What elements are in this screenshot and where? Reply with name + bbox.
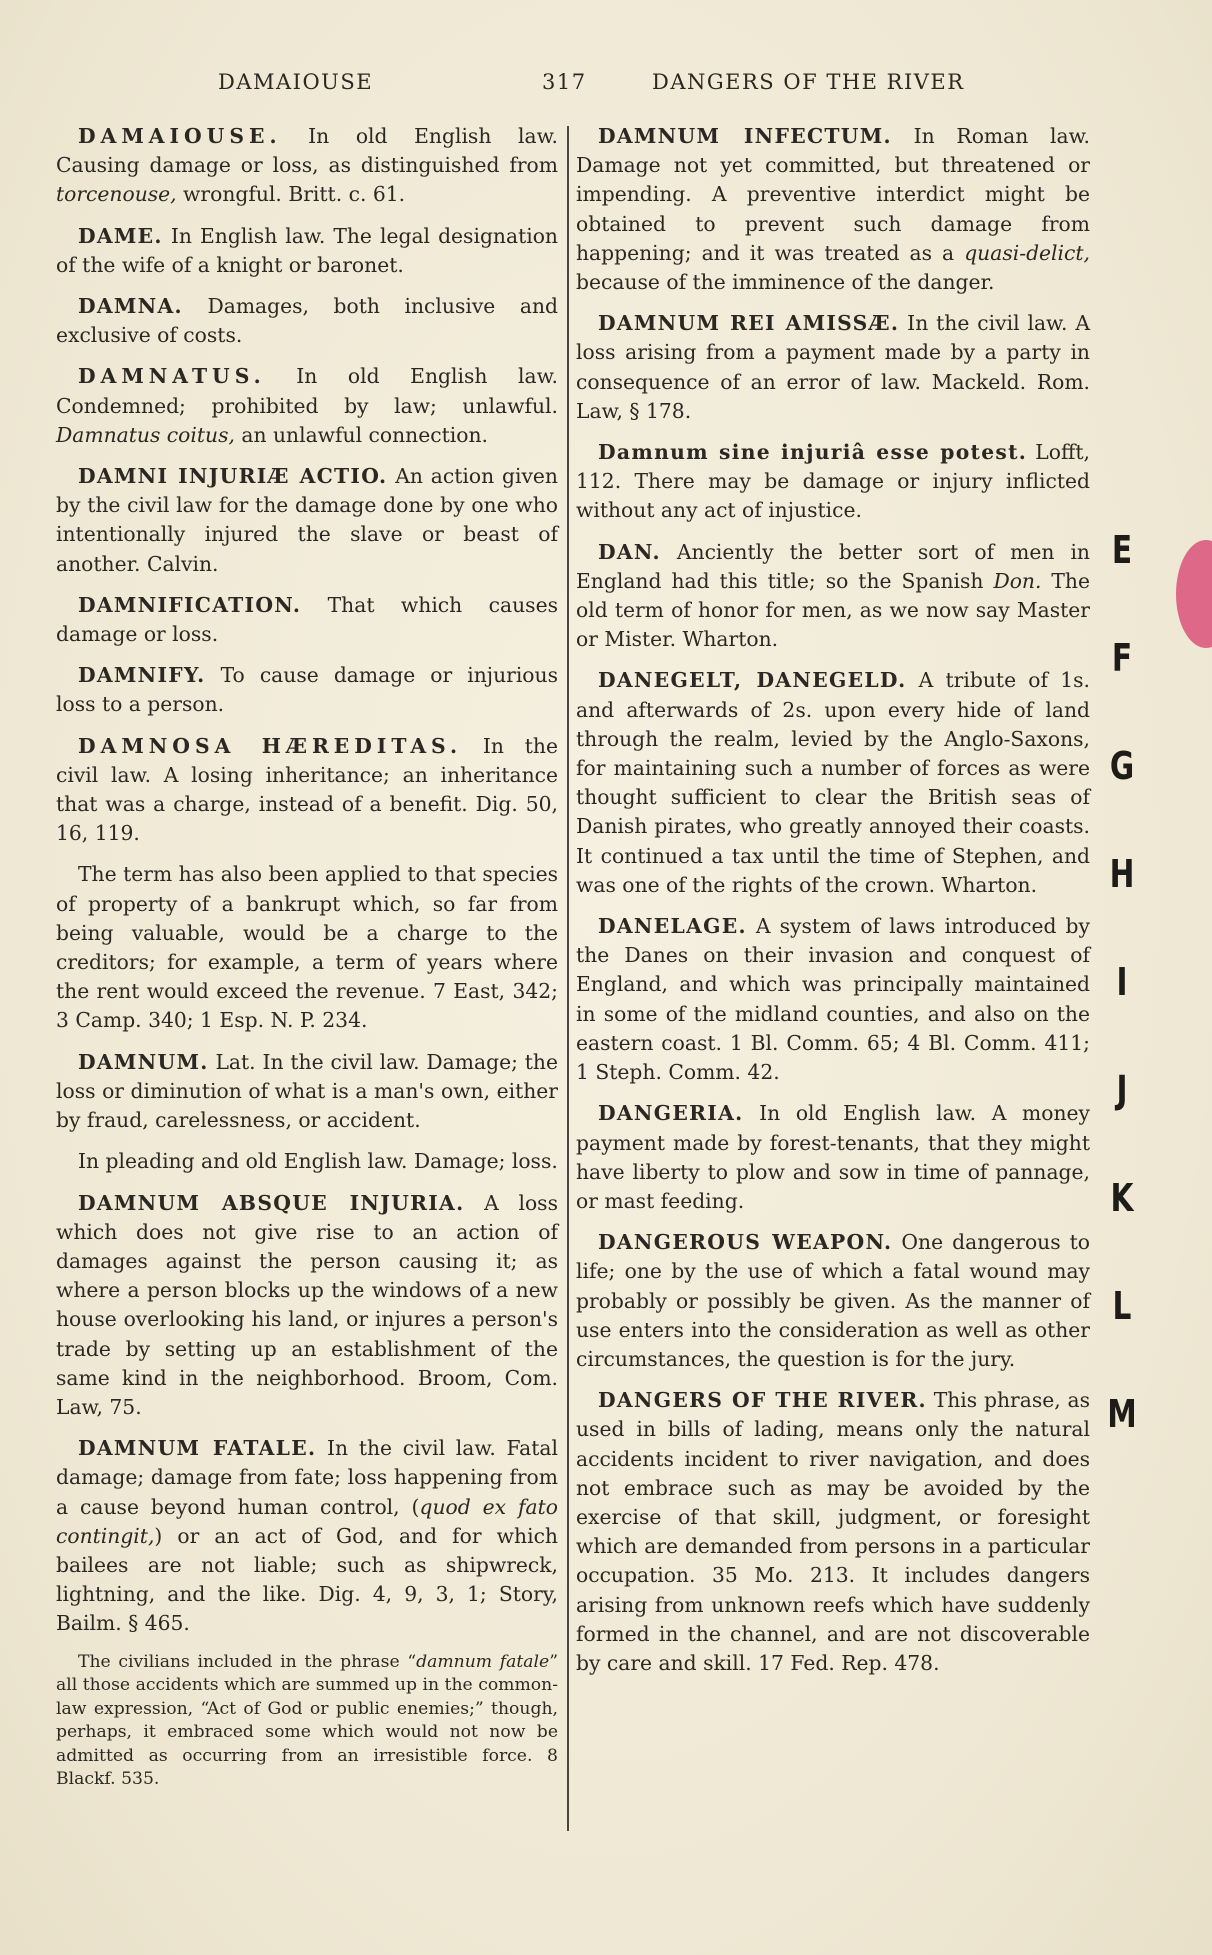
italic-term: quasi-delict, <box>964 240 1090 265</box>
definition-text: To cause damage or injurious loss to a person. <box>56 663 558 717</box>
dictionary-entry <box>576 1228 1090 1374</box>
definition-text: That which causes damage or loss. <box>56 592 558 647</box>
definition-text: Damages, both inclusive and exclusive of costs. <box>56 294 558 348</box>
entry-headword: DAMNUM INFECTUM. <box>598 124 892 148</box>
dictionary-entry <box>56 1189 558 1423</box>
entry-headword: DAMNUM FATALE. <box>78 1436 317 1461</box>
entry-headword: DAMNUM REI AMISSÆ. <box>598 311 900 336</box>
dictionary-entry <box>576 122 1090 297</box>
dictionary-entry <box>56 1048 558 1136</box>
dictionary-entry <box>576 912 1090 1087</box>
entry-headword: DANEGELT, DANEGELD. <box>598 668 907 693</box>
definition-text: The civilians included in the phrase “ <box>78 1651 417 1672</box>
definition-text: A loss which does not give rise to an action of damages against the person causing it; as where a person blocks up the windows of a new house overlooking his land, or injures a person's trade by setting up an establishment of the same kind in the neighborhood. Broom, Com. Law, 75. <box>56 1190 558 1419</box>
thumb-index-letter[interactable]: G <box>1109 744 1135 788</box>
definition-text: In the civil law. Fatal damage; damage from fate; loss happening from a cause beyond human control, ( <box>56 1436 558 1519</box>
pink-tab-marker <box>1176 540 1212 648</box>
definition-text: This phrase, as used in bills of lading, means only the natural accidents incident to river navigation, and does not embrace such as may be avoided by the exercise of that skill, judgment, or foresight which are demanded from persons in a particular occupation. 35 Mo. 213. It includes dangers arising from unknown reefs which have suddenly formed in the channel, and are not discoverable by care and skill. 17 Fed. Rep. 478. <box>576 1388 1090 1675</box>
italic-term: Damnatus coitus, <box>56 422 235 447</box>
definition-text: In the civil law. A losing inheritance; an inheritance that was a charge, instead of a benefit. Dig. 50, 16, 119. <box>56 733 558 846</box>
definition-text: Lat. In the civil law. Damage; the loss or diminution of what is a man's own, either by fraud, carelessness, or accident. <box>56 1049 558 1133</box>
definition-text: Anciently the better sort of men in England had this title; so the Spanish <box>576 539 1090 593</box>
thumb-index-letter[interactable]: F <box>1111 636 1133 680</box>
entry-headword: DANGERIA. <box>598 1101 744 1126</box>
italic-term: torcenouse, <box>56 182 177 207</box>
definition-text: because of the imminence of the danger. <box>576 270 995 295</box>
page-number: 317 <box>542 70 587 94</box>
definition-text: an unlawful connection. <box>234 422 488 447</box>
entry-headword: DAMNATUS. <box>78 364 266 389</box>
definition-text: The old term of honor for men, as we now say Master or Mister. Wharton. <box>576 568 1090 652</box>
header-left-guide-word: DAMAIOUSE <box>218 70 374 94</box>
definition-text: A tribute of 1s. and afterwards of 2s. upon every hide of land through the realm, levied by the Anglo-Saxons, for maintaining such a number of forces as were thought sufficient to clear the British seas of Danish pirates, who greatly annoyed their coasts. It continued a tax until the time of Stephen, and was one of the rights of the crown. Wharton. <box>576 668 1090 897</box>
dictionary-entry <box>56 661 558 719</box>
italic-term: quod ex fato contingit, <box>56 1494 558 1548</box>
dictionary-entry <box>576 438 1090 526</box>
thumb-index-letter[interactable]: M <box>1107 1392 1137 1436</box>
dictionary-entry <box>576 1099 1090 1216</box>
definition-text: ) or an act of God, and for which bailees are not liable; such as shipwreck, lightning, and the like. Dig. 4, 9, 3, 1; Story, Bailm. § 465. <box>56 1523 558 1636</box>
definition-text: An action given by the civil law for the damage done by one who intentionally injured the slave or beast of another. Calvin. <box>56 464 558 576</box>
thumb-index-letter[interactable]: I <box>1116 960 1128 1004</box>
dictionary-entry <box>56 1434 558 1638</box>
definition-text: A system of laws introduced by the Danes on their invasion and conquest of England, and which was principally maintained in some of the midland counties, and also on the eastern coast. 1 Bl. Comm. 65; 4 Bl. Comm. 411; 1 Steph. Comm. 42. <box>576 914 1090 1085</box>
entry-headword: DAMAIOUSE. <box>78 124 282 148</box>
entry-headword: DAMNUM. <box>78 1049 209 1074</box>
dictionary-entry <box>576 666 1090 900</box>
entry-headword: DAME. <box>78 223 163 248</box>
definition-text: In old English law. Condemned; prohibited by law; unlawful. <box>56 364 558 418</box>
definition-text: In English law. The legal designation of the wife of a knight or baronet. <box>56 223 558 277</box>
italic-term: Don. <box>993 568 1042 593</box>
dictionary-entry <box>56 591 558 649</box>
entry-headword: DANELAGE. <box>598 914 747 939</box>
definition-text: ” all those accidents which are summed up in the common-law expression, “Act of God or public enemies;” though, perhaps, it embraced some which would not now be admitted as occurring from an irresistible force. 8 Blackf. 535. <box>56 1651 558 1790</box>
entry-headword: DAMNA. <box>78 294 183 319</box>
dictionary-entry <box>56 462 558 579</box>
definition-text: Lofft, 112. There may be damage or injury inflicted without any act of injustice. <box>576 440 1090 523</box>
right-column <box>576 122 1090 1690</box>
entry-headword: Damnum sine injuriâ esse potest. <box>598 440 1028 465</box>
entry-headword: DAN. <box>598 539 661 564</box>
dictionary-entry <box>576 1386 1090 1678</box>
header-right-guide-word: DANGERS OF THE RIVER <box>652 70 965 94</box>
entry-headword: DAMNIFICATION. <box>78 592 302 617</box>
column-divider <box>567 126 569 1831</box>
dictionary-entry <box>56 292 558 350</box>
entry-headword: DAMNIFY. <box>78 663 206 688</box>
thumb-index-letter[interactable]: E <box>1111 528 1133 572</box>
dictionary-entry <box>56 362 558 450</box>
dictionary-entry <box>576 538 1090 655</box>
entry-headword: DAMNUM ABSQUE INJURIA. <box>78 1190 465 1215</box>
definition-text: In old English law. Causing damage or loss, as distinguished from <box>56 124 558 178</box>
definition-text: In the civil law. A loss arising from a payment made by a party in consequence of an error of law. Mackeld. Rom. Law, § 178. <box>576 311 1091 423</box>
entry-headword: DAMNOSA HÆREDITAS. <box>78 733 463 758</box>
definition-text: In Roman law. Damage not yet committed, but threatened or impending. A preventive interdict might be obtained to prevent such damage from happening; and it was treated as a <box>576 124 1090 265</box>
definition-text: One dangerous to life; one by the use of which a fatal wound may probably or possibly be given. As the manner of use enters into the consideration as well as other circumstances, the question is for the jury. <box>576 1230 1090 1371</box>
thumb-index-letter[interactable]: J <box>1116 1068 1128 1112</box>
definition-text: wrongful. Britt. c. 61. <box>176 182 406 207</box>
definition-text: In old English law. A money payment made by forest-tenants, that they might have liberty to plow and sow in time of pannage, or mast feeding. <box>576 1101 1090 1213</box>
dictionary-entry <box>56 222 558 280</box>
left-column <box>56 122 558 1792</box>
thumb-index-letter[interactable]: K <box>1110 1176 1134 1220</box>
entry-headword: DANGERS OF THE RIVER. <box>598 1388 927 1413</box>
running-header <box>0 70 1212 106</box>
dictionary-entry <box>56 122 558 210</box>
thumb-index-letter[interactable]: H <box>1109 852 1135 896</box>
entry-headword: DAMNI INJURIÆ ACTIO. <box>78 464 388 489</box>
dictionary-entry <box>56 732 558 849</box>
continuation-paragraph: In pleading and old English law. Damage; loss. <box>78 1149 558 1174</box>
continuation-paragraph: The term has also been applied to that species of property of a bankrupt which, so far from being valuable, would be a charge to the creditors; for example, a term of years where the rent would exceed the revenue. 7 East, 342; 3 Camp. 340; 1 Esp. N. P. 234. <box>56 862 558 1033</box>
italic-term: damnum fatale <box>416 1651 550 1672</box>
small-print-note <box>56 1651 558 1792</box>
entry-headword: DANGEROUS WEAPON. <box>598 1230 893 1255</box>
thumb-index-letter[interactable]: L <box>1112 1284 1132 1328</box>
dictionary-entry <box>576 309 1090 426</box>
